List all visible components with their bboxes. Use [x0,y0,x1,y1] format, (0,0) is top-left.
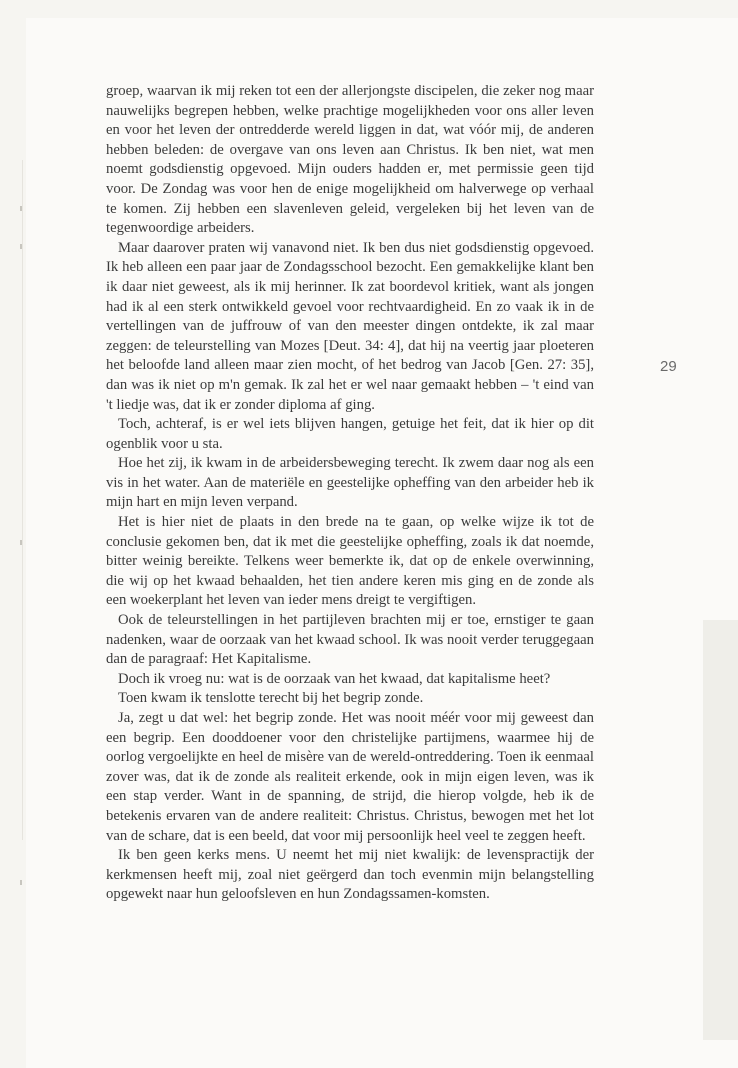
page-edge-shadow [22,160,23,840]
paragraph: Het is hier niet de plaats in den brede na te gaan, op welke wijze ik tot de conclusie gekomen ben, dat ik met die geestelijke opheffing, zoals ik dat noemde, bitter weinig bereikte. Telkens weer bemerkte ik, dat op de enkele overwinning, die wij op het kwaad behaalden, het tien andere keren mis ging en de zonde als een woekerplant het leven van ieder mens dreigt te vergiftigen. [106,514,594,609]
margin-mark [20,540,22,545]
paragraph: Doch ik vroeg nu: wat is de oorzaak van het kwaad, dat kapitalisme heet? [118,670,551,687]
paragraph: Toen kwam ik tenslotte terecht bij het begrip zonde. [118,690,424,707]
paragraph: groep, waarvan ik mij reken tot een der allerjongste discipelen, die zeker nog maar nauwelijks begrepen hebben, welke prachtige mogelijkheden voor ons aller leven en voor het leven der ontredderde wereld liggen in dat, wat vóór mij, de anderen hebben beleden: de overgave van ons leven aan Christus. Ik ben niet, wat men noemt godsdienstig opgevoed. Mijn ouders hadden er, met permissie geen tijd voor. De Zondag was voor hen de enige mogelijkheid om halverwege op verhaal te komen. Zij hebben een slavenleven geleid, vergeleken bij het leven van de tegenwoordige arbeiders. [106,83,594,237]
paragraph: Ik ben geen kerks mens. U neemt het mij niet kwalijk: de levenspractijk der kerkmensen heeft mij, zoal niet geërgerd dan toch evenmin mijn belangstelling opgewekt naar hun geloofsleven en hun Zondagssamen-komsten. [106,847,594,903]
page-margin-strip [703,620,738,1040]
paragraph: Hoe het zij, ik kwam in de arbeidersbeweging terecht. Ik zwem daar nog als een vis in het water. Aan de materiële en geestelijke opheffing van den arbeider heb ik mijn hart en mijn leven verpand. [106,455,594,511]
paragraph: Toch, achteraf, is er wel iets blijven hangen, getuige het feit, dat ik hier op dit ogenblik voor u sta. [106,416,594,452]
paragraph: Ja, zegt u dat wel: het begrip zonde. Het was nooit méér voor mij geweest dan een begrip. Een dooddoener voor den christelijke partijmens, waarmee hij de oorlog vergoelijkte en heel de misère van de wereld-ontreddering. Toen ik eenmaal zover was, dat ik de zonde als realiteit erkende, ook in mijn eigen leven, was ik een stap verder. Want in de spanning, de strijd, die hierop volgde, heb ik de betekenis ervaren van de andere realiteit: Christus. Christus, bewogen met het lot van de schare, dat is een beeld, dat voor mij persoonlijk heel veel te zeggen heeft. [106,710,594,844]
page-number: 29 [660,358,677,375]
margin-mark [20,244,22,249]
body-text [106,82,594,905]
margin-mark [20,206,22,211]
margin-mark [20,880,22,885]
paragraph: Maar daarover praten wij vanavond niet. Ik ben dus niet godsdienstig opgevoed. Ik heb alleen een paar jaar de Zondagsschool bezocht. Een gemakkelijke klant ben ik daar niet geweest, als ik mij herinner. Ik zat boordevol kritiek, want als jongen had ik al een sterk ontwikkeld gevoel voor rechtvaardigheid. En zo vaak ik in de vertellingen van de juffrouw of van den meester dingen ontdekte, ik zal maar zeggen: de teleurstelling van Mozes [Deut. 34: 4], dat hij na veertig jaar ploeteren het beloofde land alleen maar zien mocht, of het bedrog van Jacob [Gen. 27: 35], dan was ik niet op m'n gemak. Ik zal het er wel naar gemaakt hebben – 't eind van 't liedje was, dat ik er zonder diploma af ging. [106,239,594,413]
paragraph: Ook de teleurstellingen in het partijleven brachten mij er toe, ernstiger te gaan nadenken, waar de oorzaak van het kwaad school. Ik was nooit verder teruggegaan dan de paragraaf: Het Kapitalisme. [106,612,594,668]
